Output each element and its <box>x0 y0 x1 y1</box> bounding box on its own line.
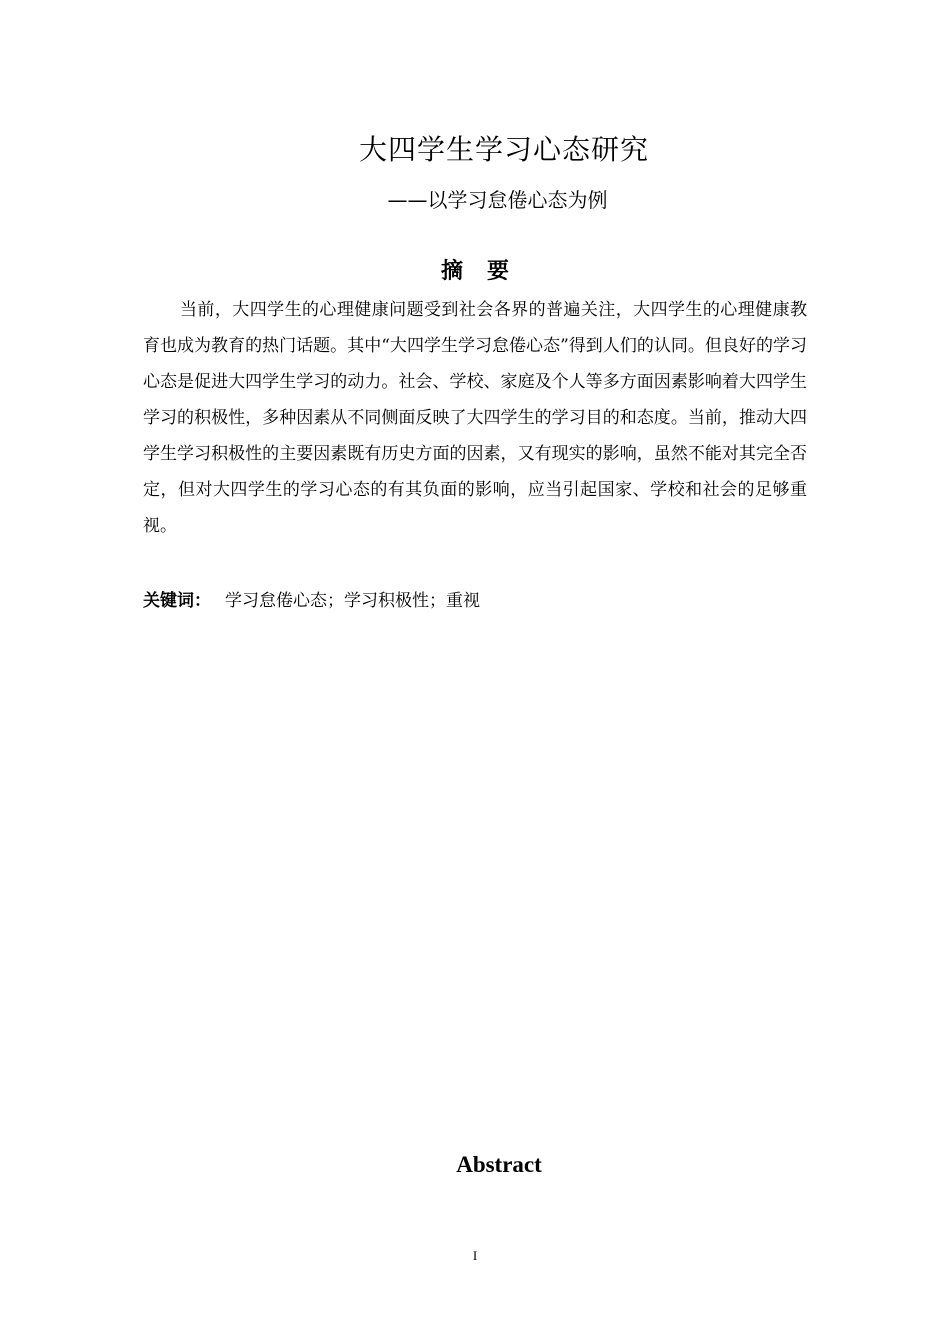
abstract-heading: 摘要 <box>440 259 533 284</box>
english-abstract-heading: Abstract <box>456 1152 542 1177</box>
keywords-value: 学习怠倦心态；学习积极性；重视 <box>225 591 480 611</box>
abstract-body: 当前，大四学生的心理健康问题受到社会各界的普遍关注，大四学生的心理健康教育也成为教育的热门话题。其中“大四学生学习怠倦心态”得到人们的认同。但良好的学习心态是促进大四学生学习的动力。社会、学校、家庭及个人等多方面因素影响着大四学生学习的积极性，多种因素从不同侧面反映了大四学生的学习目的和态度。当前，推动大四学生学习积极性的主要因素既有历史方面的因素，又有现实的影响，虽然不能对其完全否定，但对大四学生的学习心态的有其负面的影响，应当引起国家、学校和社会的足够重视。 <box>143 300 807 536</box>
keywords-label: 关键词： <box>143 591 211 611</box>
document-title: 大四学生学习心态研究 <box>358 133 649 166</box>
keywords-line <box>143 586 480 616</box>
page-number: I <box>472 1248 478 1263</box>
document-subtitle: ——以学习怠倦心态为例 <box>387 188 608 212</box>
